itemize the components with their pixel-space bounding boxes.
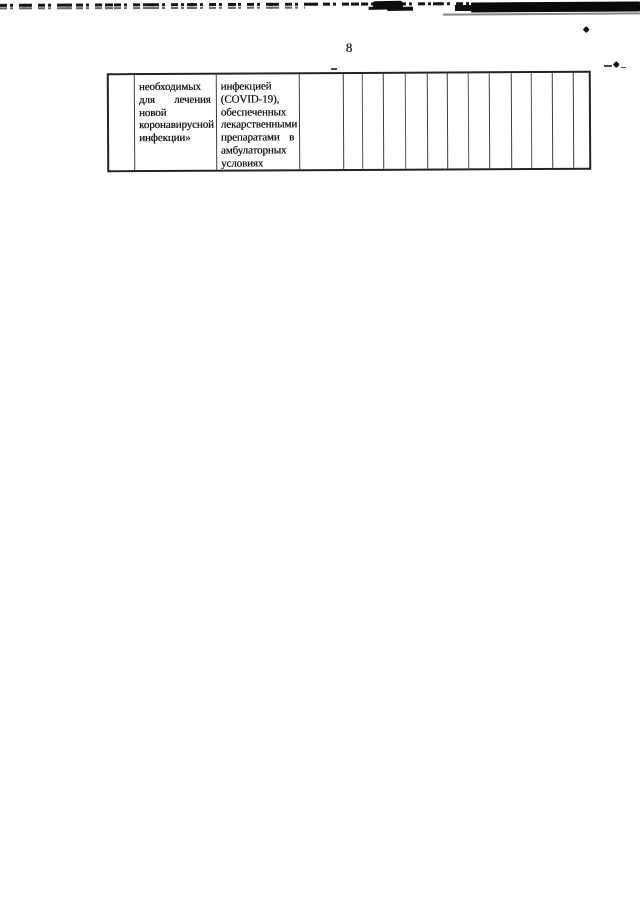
table-cell-empty <box>512 73 532 168</box>
cell-text-line: обеспеченных <box>220 105 287 118</box>
cell-text-word: для <box>138 93 155 106</box>
cell-text-line-justified <box>139 93 214 106</box>
cell-text-line: необходимых <box>138 80 201 93</box>
cell-text-word: препаратами <box>220 131 280 144</box>
page-number: 8 <box>345 40 353 55</box>
table-cell-empty <box>448 73 469 168</box>
scan-artifact-dashed-line-faint <box>0 6 305 9</box>
cell-text-line: амбулаторных <box>220 143 287 157</box>
table-cell-empty <box>384 73 406 168</box>
cell-text-line: лекарственными <box>220 118 298 131</box>
table-cell-empty <box>109 75 135 170</box>
table-cell-empty <box>553 72 574 167</box>
cell-text-line-justified <box>221 131 297 144</box>
cell-text-word: лечения <box>173 93 211 106</box>
table-cell-text-left <box>135 74 217 169</box>
table-cell-empty <box>574 72 592 167</box>
scan-artifact-speck <box>613 61 619 67</box>
cell-text-line: новой <box>138 106 167 119</box>
cell-text-word: в <box>288 130 295 144</box>
scan-artifact-speck <box>583 26 589 32</box>
cell-text-line: инфекции» <box>139 131 191 144</box>
table-cell-empty <box>469 73 490 168</box>
table-cell-empty <box>532 72 553 167</box>
scan-artifact-tick <box>331 68 337 70</box>
scan-artifact-ink-smudge <box>373 1 403 10</box>
table-cell-text-right <box>217 74 301 169</box>
cell-text-line: (COVID-19), <box>220 92 280 105</box>
table-cell-empty <box>363 73 384 168</box>
table-cell-empty <box>428 73 448 168</box>
table-cell-empty <box>344 73 363 168</box>
cell-text-line: коронавирусной <box>138 118 214 131</box>
cell-paragraph <box>135 74 216 144</box>
scan-artifact-gray-underline <box>443 13 640 16</box>
cell-text-line: инфекцией <box>220 79 272 93</box>
scan-artifact-tick <box>604 65 612 67</box>
table-cell-empty <box>300 74 344 169</box>
scan-artifact-black-bar <box>471 1 640 12</box>
table-cell-empty <box>490 73 512 168</box>
cell-text-line: условиях <box>220 156 264 169</box>
document-table <box>107 70 592 172</box>
scan-artifact-tick <box>621 67 626 69</box>
cell-paragraph <box>217 74 300 170</box>
table-cell-empty <box>406 73 428 168</box>
